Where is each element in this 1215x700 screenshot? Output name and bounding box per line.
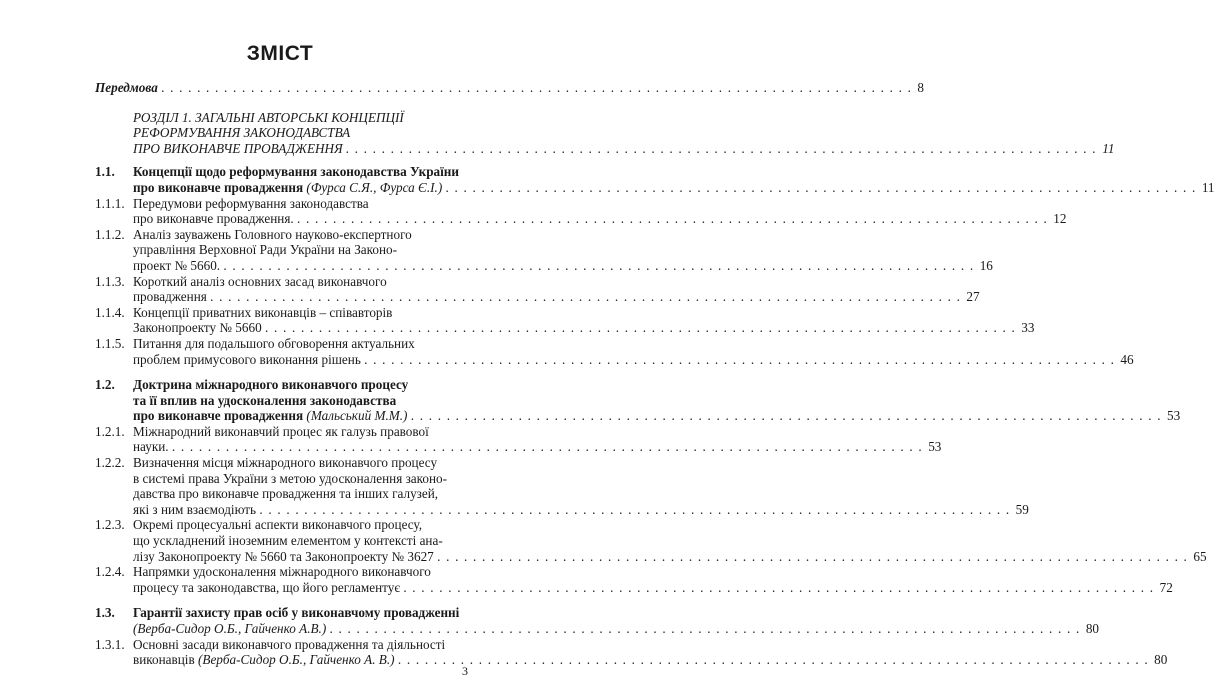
entry-title: Питання для подальшого обговорення актуальних [133,335,415,351]
entry-page: 11 [1201,179,1215,195]
entry-title: Доктрина міжнародного виконавчого процесу [133,377,409,393]
toc-entry-1-3-1[interactable] [95,636,1168,668]
entry-title: Міжнародний виконавчий процес як галузь правової [133,423,429,439]
entry-page: 59 [1015,501,1029,517]
toc-entry-1-2-2[interactable] [95,455,1029,517]
entry-title: виконавців [133,652,195,668]
entry-title: Концепції щодо реформування законодавства України [133,164,459,180]
entry-title: Напрямки удосконалення міжнародного виконавчого [133,564,431,580]
entry-page: 46 [1120,351,1134,367]
entry-title: Визначення місця міжнародного виконавчого процесу [133,455,438,471]
entry-number: 1.2.1. [95,423,125,439]
entry-page: 53 [928,439,942,455]
entry-title: лізу Законопроекту № 5660 та Законопроекту № 3627 [133,548,434,564]
toc-entry-1-1-4[interactable] [95,304,1035,336]
entry-title: що ускладнений іноземним елементом у контексті ана- [133,533,443,549]
entry-title: та її вплив на удосконалення законодавства [133,392,397,408]
entry-number: 1.1.1. [95,195,125,211]
toc-entry-1-1-2[interactable] [95,226,993,274]
entry-page: 72 [1159,579,1173,595]
entry-title: Передумови реформування законодавства [133,195,369,211]
entry-title: РЕФОРМУВАННЯ ЗАКОНОДАВСТВА [133,125,351,141]
toc-entry-1-2-3[interactable] [95,517,1207,564]
entry-page: 33 [1021,320,1035,336]
toc-entry-chapter-1[interactable] [95,109,1115,157]
entry-title: управління Верховної Ради України на Законо- [133,242,398,258]
toc-entry-preface[interactable] [95,80,924,96]
entry-authors: (Фурса С.Я., Фурса Є.І.) [306,179,443,195]
entry-title: Короткий аналіз основних засад виконавчого [133,273,387,289]
entry-page: 53 [1167,408,1181,424]
entry-page: 80 [1154,652,1168,668]
entry-authors: (Верба-Сидор О.Б., Гайченко А. В.) [198,652,395,668]
toc-entry-1-1[interactable] [95,164,1215,195]
entry-page: 65 [1193,548,1207,564]
entry-title: Передмова [95,80,158,95]
entry-title: в системі права України з метою удосконалення законо- [133,470,448,486]
toc-entry-1-1-1[interactable] [95,195,1067,227]
entry-page: 27 [966,289,980,305]
entry-title: процесу та законодавства, що його регламентує [133,579,401,595]
entry-number: 1.1.5. [95,335,125,351]
entry-title: Окремі процесуальні аспекти виконавчого процесу, [133,517,422,533]
entry-page: 11 [1102,140,1115,156]
entry-number: 1.2.3. [95,517,125,533]
toc-entry-1-2[interactable] [95,377,1181,424]
entry-title: Законопроекту № 5660 [133,320,262,336]
entry-title: про виконавче провадження [133,408,304,424]
toc-entry-1-1-5[interactable] [95,335,1134,367]
entry-title: Аналіз зауважень Головного науково-експертного [133,226,412,242]
entry-authors: (Мальський М.М.) [306,408,408,424]
entry-number: 1.2.4. [95,564,125,580]
entry-title: науки. [133,439,169,455]
entry-title: Основні засади виконавчого провадження та діяльності [133,636,446,652]
entry-page: 8 [917,80,924,95]
entry-number: 1.3. [95,605,115,621]
entry-title: РОЗДІЛ 1. ЗАГАЛЬНІ АВТОРСЬКІ КОНЦЕПЦІЇ [133,109,404,125]
entry-number: 1.1.4. [95,304,125,320]
entry-page: 80 [1085,621,1100,636]
entry-number: 1.1. [95,164,115,180]
entry-title: Гарантії захисту прав осіб у виконавчому провадженні [133,605,460,621]
entry-title: проблем примусового виконання рішень [133,351,361,367]
page-title: ЗМІСТ [246,42,314,65]
entry-number: 1.2.2. [95,455,125,471]
entry-title: проект № 5660. [133,257,221,273]
entry-title: давства про виконавче провадження та інших галузей, [133,486,439,502]
entry-page: 16 [979,257,993,273]
entry-title: Концепції приватних виконавців – співавторів [133,304,393,320]
entry-title: про виконавче провадження. [133,211,294,227]
entry-number: 1.1.3. [95,273,125,289]
page-number: 3 [462,664,468,678]
entry-title: ПРО ВИКОНАВЧЕ ПРОВАДЖЕННЯ [133,140,343,156]
toc-entry-1-3[interactable] [95,605,1100,636]
entry-authors: (Верба-Сидор О.Б., Гайченко А.В.) [133,621,327,636]
entry-number: 1.1.2. [95,226,125,242]
entry-title: про виконавче провадження [133,179,304,195]
entry-page: 12 [1053,211,1067,227]
toc-entry-1-1-3[interactable] [95,273,980,305]
entry-number: 1.2. [95,377,115,393]
entry-title: провадження [133,289,207,305]
toc-entry-1-2-1[interactable] [95,423,942,455]
entry-number: 1.3.1. [95,636,125,652]
table-of-contents [95,80,1215,668]
entry-title: які з ним взаємодіють [133,501,257,517]
toc-entry-1-2-4[interactable] [95,564,1173,595]
